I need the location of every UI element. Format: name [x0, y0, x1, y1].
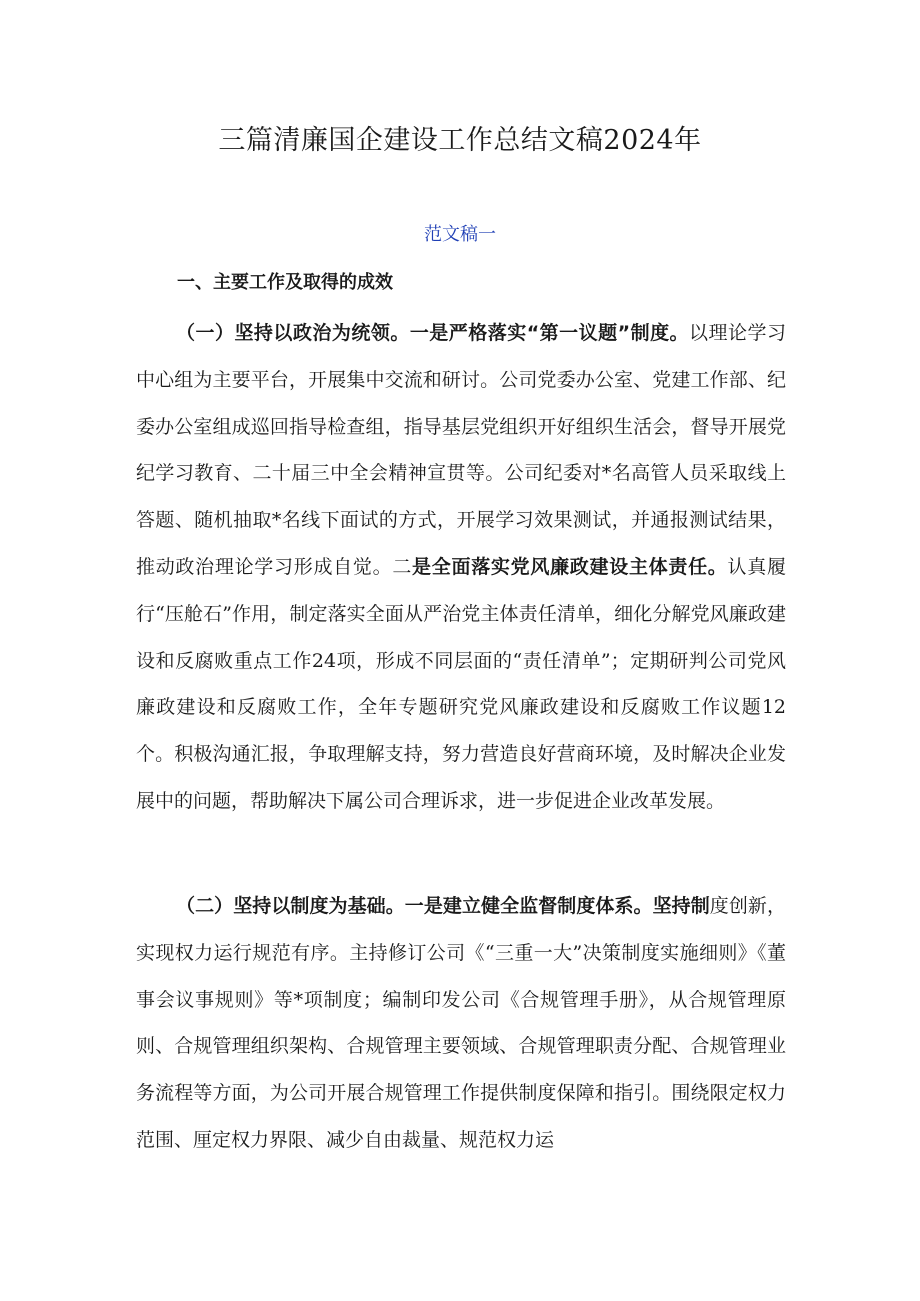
point-text: 认真履行“压舱石”作用，制定落实全面从严治党主体责任清单，细化分解党风廉政建设和反腐败重点工作24项，形成不同层面的“责任清单”；定期研判公司党风廉政建设和反腐败工作，全年专题研究党风廉政建设和反腐败工作议题12个。积极沟通汇报，争取理解支持，努力营造良好营商环境，及时解决企业发展中的问题，帮助解决下属公司合理诉求，进一步促进企业改革发展。 — [136, 555, 786, 812]
paragraph-heading: （二）坚持以制度为基础。 — [176, 895, 405, 917]
point-title: 一是严格落实“第一议题”制度。 — [409, 322, 690, 344]
point-text: 度创新，实现权力运行规范有序。主持修订公司《“三重一大”决策制度实施细则》《董事会议事规则》等*项制度；编制印发公司《合规管理手册》，从合规管理原则、合规管理组织架构、合规管理主要领域、合规管理职责分配、合规管理业务流程等方面，为公司开展合规管理工作提供制度保障和指引。围绕限定权力范围、厘定权力界限、减少自由裁量、规范权力运 — [136, 895, 786, 1151]
document-title: 三篇清廉国企建设工作总结文稿2024年 — [218, 125, 702, 156]
paragraph-heading: （一）坚持以政治为统领。 — [176, 322, 410, 344]
document-subtitle: 范文稿一 — [424, 224, 496, 245]
paragraph-politics — [136, 310, 786, 825]
point-title: 一是建立健全监督制度体系。坚持制 — [404, 895, 710, 917]
section-heading: 一、主要工作及取得的成效 — [177, 272, 393, 293]
paragraph-system — [136, 883, 786, 1164]
point-title: 是全面落实党风廉政建设主体责任。 — [412, 555, 728, 578]
point-text: 以理论学习中心组为主要平台，开展集中交流和研讨。公司党委办公室、党建工作部、纪委办公室组成巡回指导检查组，指导基层党组织开好组织生活会，督导开展党纪学习教育、二十届三中全会精神宣贯等。公司纪委对*名高管人员采取线上答题、随机抽取*名线下面试的方式，开展学习效果测试，并通报测试结果，推动政治理论学习形成自觉。二 — [136, 322, 786, 578]
